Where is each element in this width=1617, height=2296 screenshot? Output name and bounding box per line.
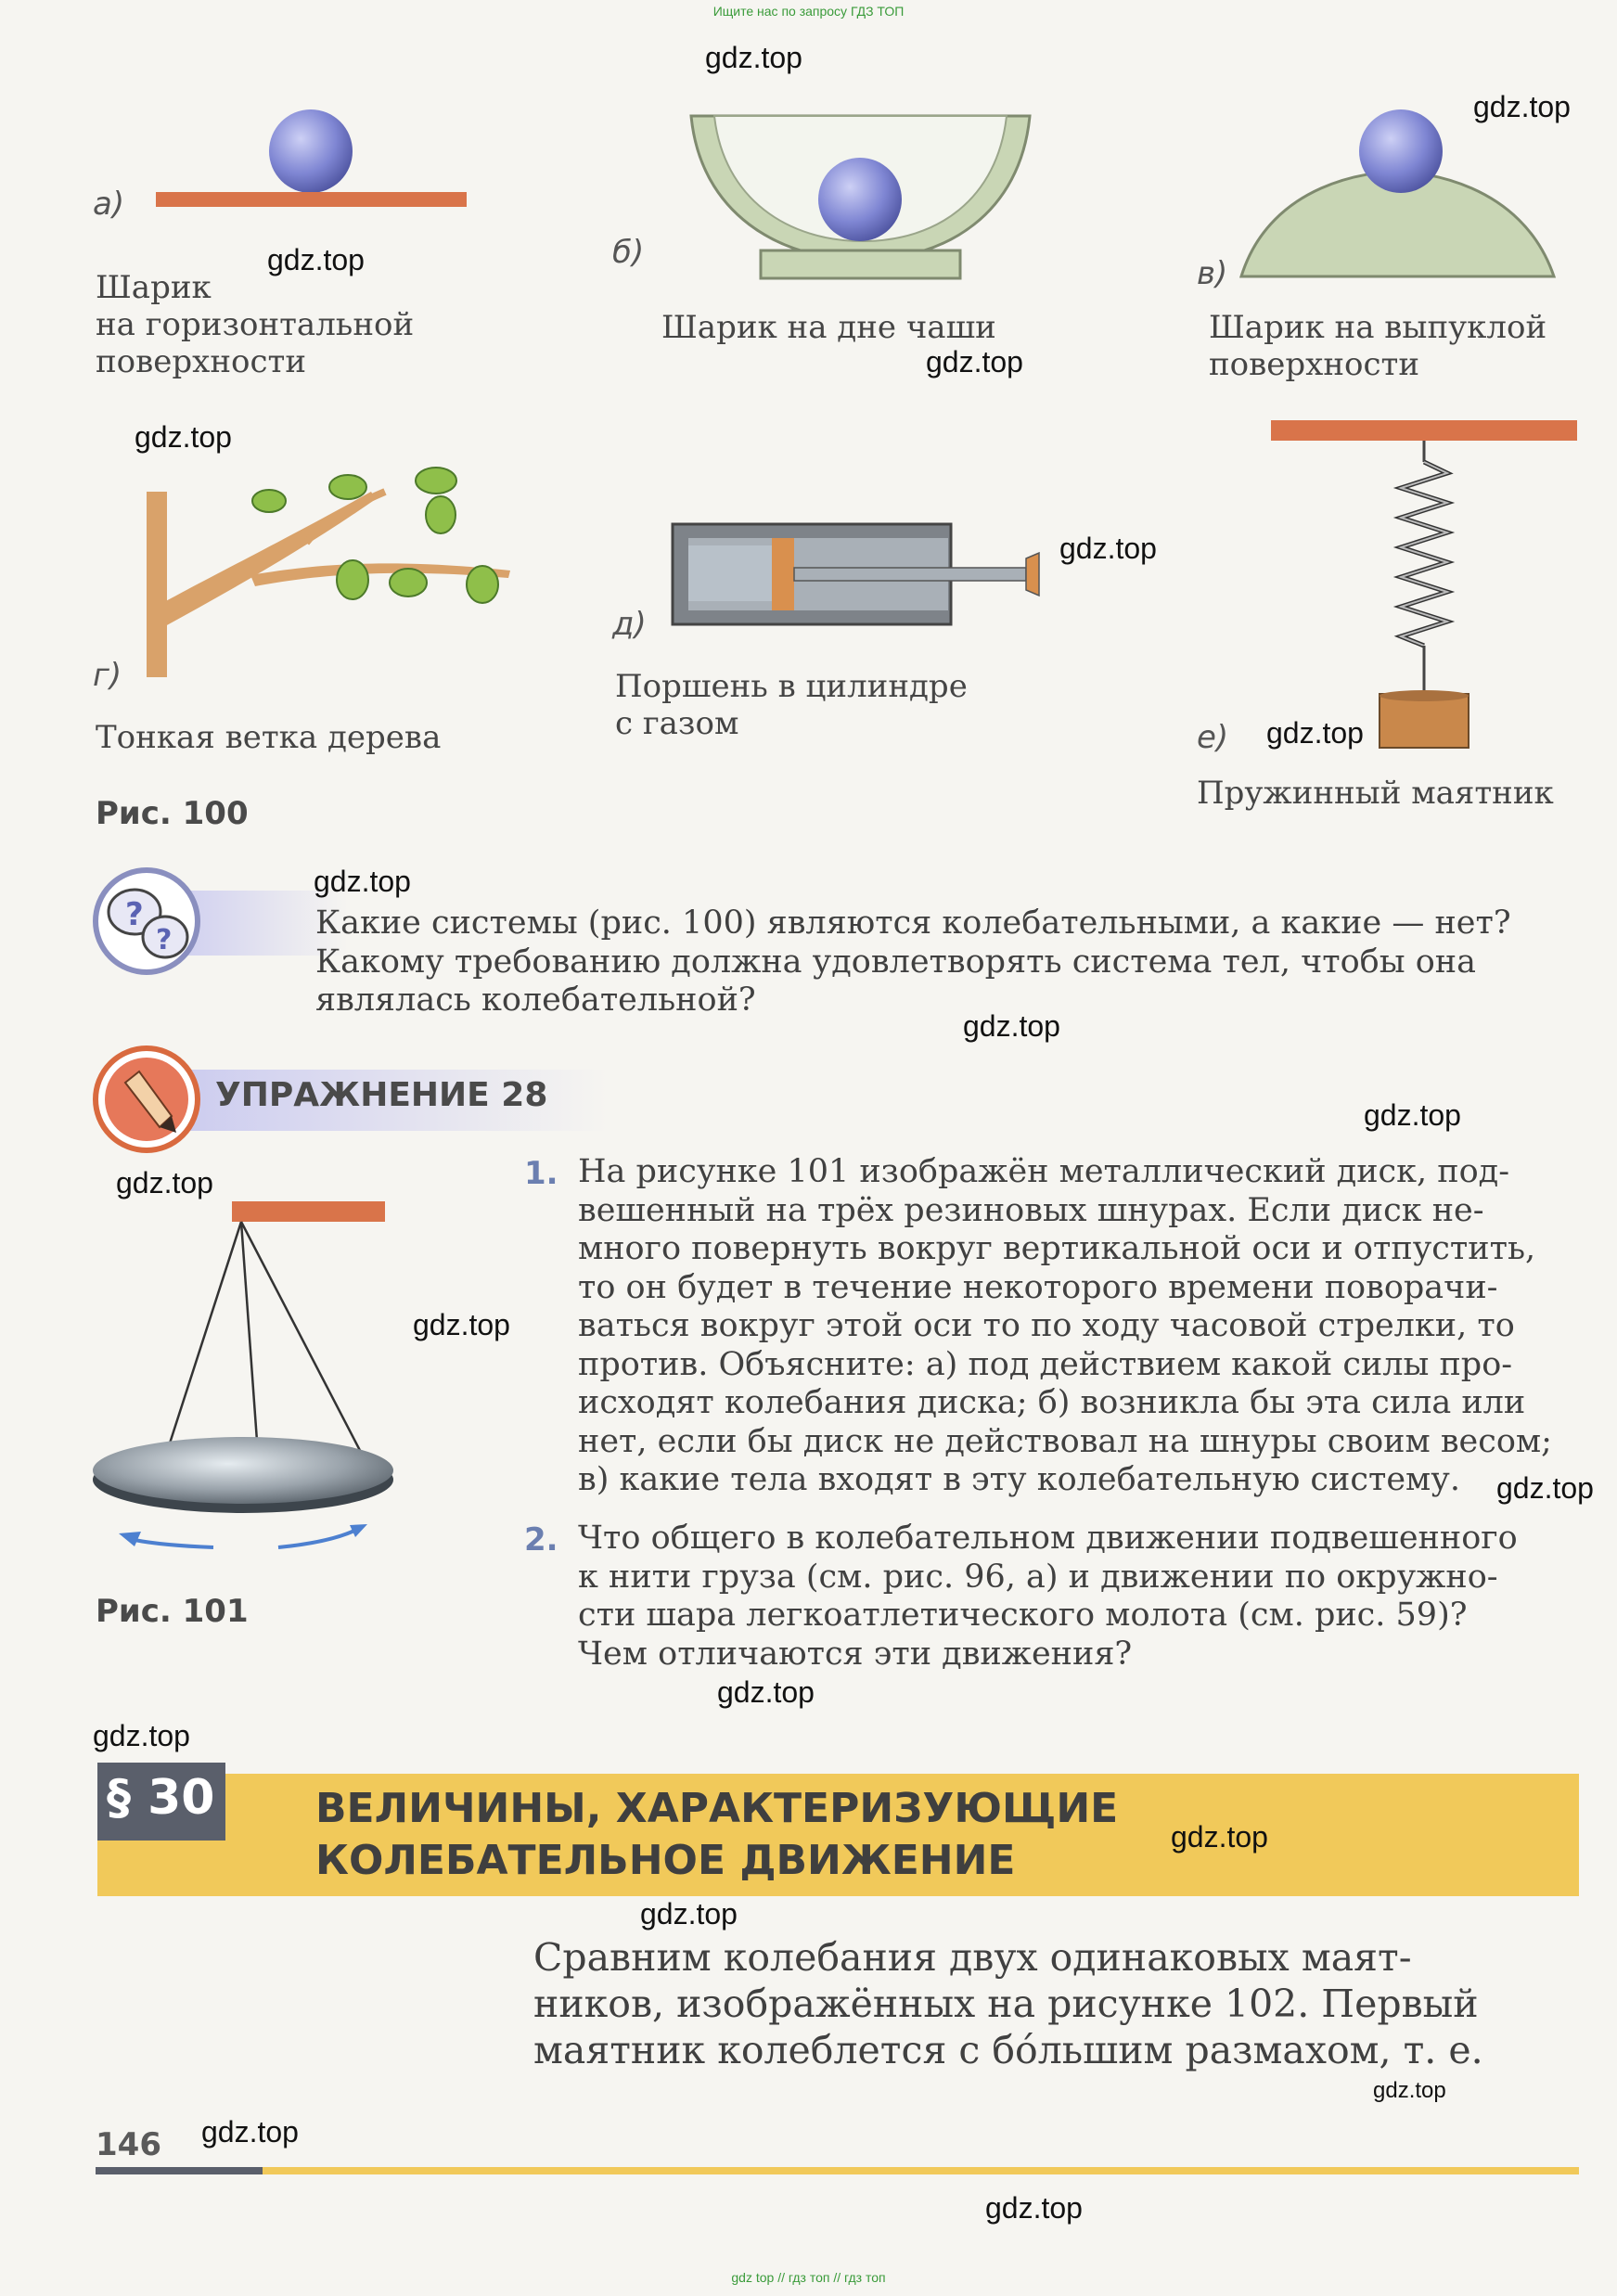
watermark: gdz.top — [963, 1009, 1060, 1043]
exercise-item-2-number: 2. — [524, 1521, 558, 1558]
panel-b-caption: Шарик на дне чаши — [661, 309, 996, 346]
svg-text:?: ? — [125, 896, 144, 933]
ball-on-convex-surface-illustration — [1234, 107, 1568, 283]
watermark: gdz.top — [1266, 716, 1364, 750]
section-title: ВЕЛИЧИНЫ, ХАРАКТЕРИЗУЮЩИЕ КОЛЕБАТЕЛЬНОЕ ДВИЖЕНИЕ — [315, 1785, 1119, 1884]
panel-d-caption: Поршень в цилиндре с газом — [615, 668, 968, 742]
exercise-item-2-text: Что общего в колебательном движении подвешенного к нити груза (см. рис. 96, а) и движении по окружно- сти шара легкоатлетического молота (см. рис. 59)? Чем отличаются эти движения? — [578, 1520, 1518, 1673]
watermark: gdz.top — [926, 345, 1023, 378]
panel-b-letter: б) — [612, 234, 645, 271]
watermark: gdz.top — [705, 41, 802, 74]
footer-rule-dark — [96, 2167, 263, 2174]
piston-in-cylinder-illustration — [668, 519, 1058, 631]
panel-a-caption: Шарик на горизонтальной поверхности — [96, 269, 415, 380]
exercise-item-1-number: 1. — [524, 1155, 558, 1192]
watermark: gdz.top — [116, 1166, 213, 1199]
suspended-disk-illustration — [93, 1201, 408, 1572]
spring-pendulum-illustration — [1266, 417, 1582, 751]
page-number: 146 — [96, 2126, 161, 2163]
question-text: Какие системы (рис. 100) являются колебательными, а какие — нет? Какому требованию должна удовлетворять система тел, чтобы она являлась колебательной? — [315, 904, 1511, 1019]
panel-e-letter: е) — [1197, 719, 1229, 756]
watermark: gdz.top — [93, 1719, 190, 1752]
top-banner[interactable]: Ищите нас по запросу ГДЗ ТОП — [712, 4, 905, 19]
thin-tree-branch-illustration — [139, 455, 529, 677]
watermark: gdz.top — [314, 865, 411, 898]
watermark: gdz.top — [717, 1675, 815, 1709]
watermark: gdz.top — [1059, 532, 1157, 565]
ball-on-horizontal-surface-illustration — [148, 107, 482, 218]
watermark: gdz.top — [985, 2191, 1083, 2225]
watermark: gdz.top — [1373, 2078, 1446, 2103]
watermark: gdz.top — [267, 243, 365, 276]
watermark: gdz.top — [1473, 90, 1571, 123]
watermark: gdz.top — [1171, 1820, 1268, 1853]
section-number: § 30 — [107, 1770, 215, 1826]
watermark: gdz.top — [135, 420, 232, 454]
panel-v-letter: в) — [1197, 255, 1228, 292]
figure-101-label: Рис. 101 — [96, 1593, 249, 1630]
footer-rule-yellow — [263, 2167, 1579, 2174]
watermark: gdz.top — [1496, 1471, 1594, 1505]
svg-text:?: ? — [156, 924, 173, 956]
exercise-title: УПРАЖНЕНИЕ 28 — [215, 1076, 548, 1114]
panel-a-letter: а) — [93, 186, 125, 223]
panel-v-caption: Шарик на выпуклой поверхности — [1209, 309, 1547, 383]
watermark: gdz.top — [413, 1308, 510, 1341]
watermark: gdz.top — [640, 1897, 738, 1930]
section-intro-text: Сравним колебания двух одинаковых маят- ников, изображённых на рисунке 102. Первый маятник колеблется с бо́льшим размахом, т. е. — [533, 1935, 1483, 2072]
ball-in-bowl-illustration — [687, 111, 1039, 278]
panel-d-letter: д) — [612, 606, 647, 643]
panel-g-letter: г) — [93, 657, 122, 694]
exercise-item-1-text: На рисунке 101 изображён металлический диск, под- вешенный на трёх резиновых шнурах. Если диск не- много повернуть вокруг вертикальной оси и отпустить, то он будет в течение некоторого времени поворачи- ваться вокруг этой оси то по ходу часовой стрелки, то против. Объясните: а) под действием какой силы про- исходят колебания диска; б) возникла бы эта сила или нет, если бы диск не действовал на шнуры своим весом; в) какие тела входят в эту колебательную систему. — [578, 1153, 1552, 1498]
panel-e-caption: Пружинный маятник — [1197, 775, 1554, 812]
panel-g-caption: Тонкая ветка дерева — [96, 719, 442, 756]
watermark: gdz.top — [201, 2115, 299, 2148]
figure-100-label: Рис. 100 — [96, 795, 249, 832]
footer-links[interactable]: gdz top // гдз топ // гдз топ — [731, 2270, 886, 2285]
watermark: gdz.top — [1364, 1098, 1461, 1132]
